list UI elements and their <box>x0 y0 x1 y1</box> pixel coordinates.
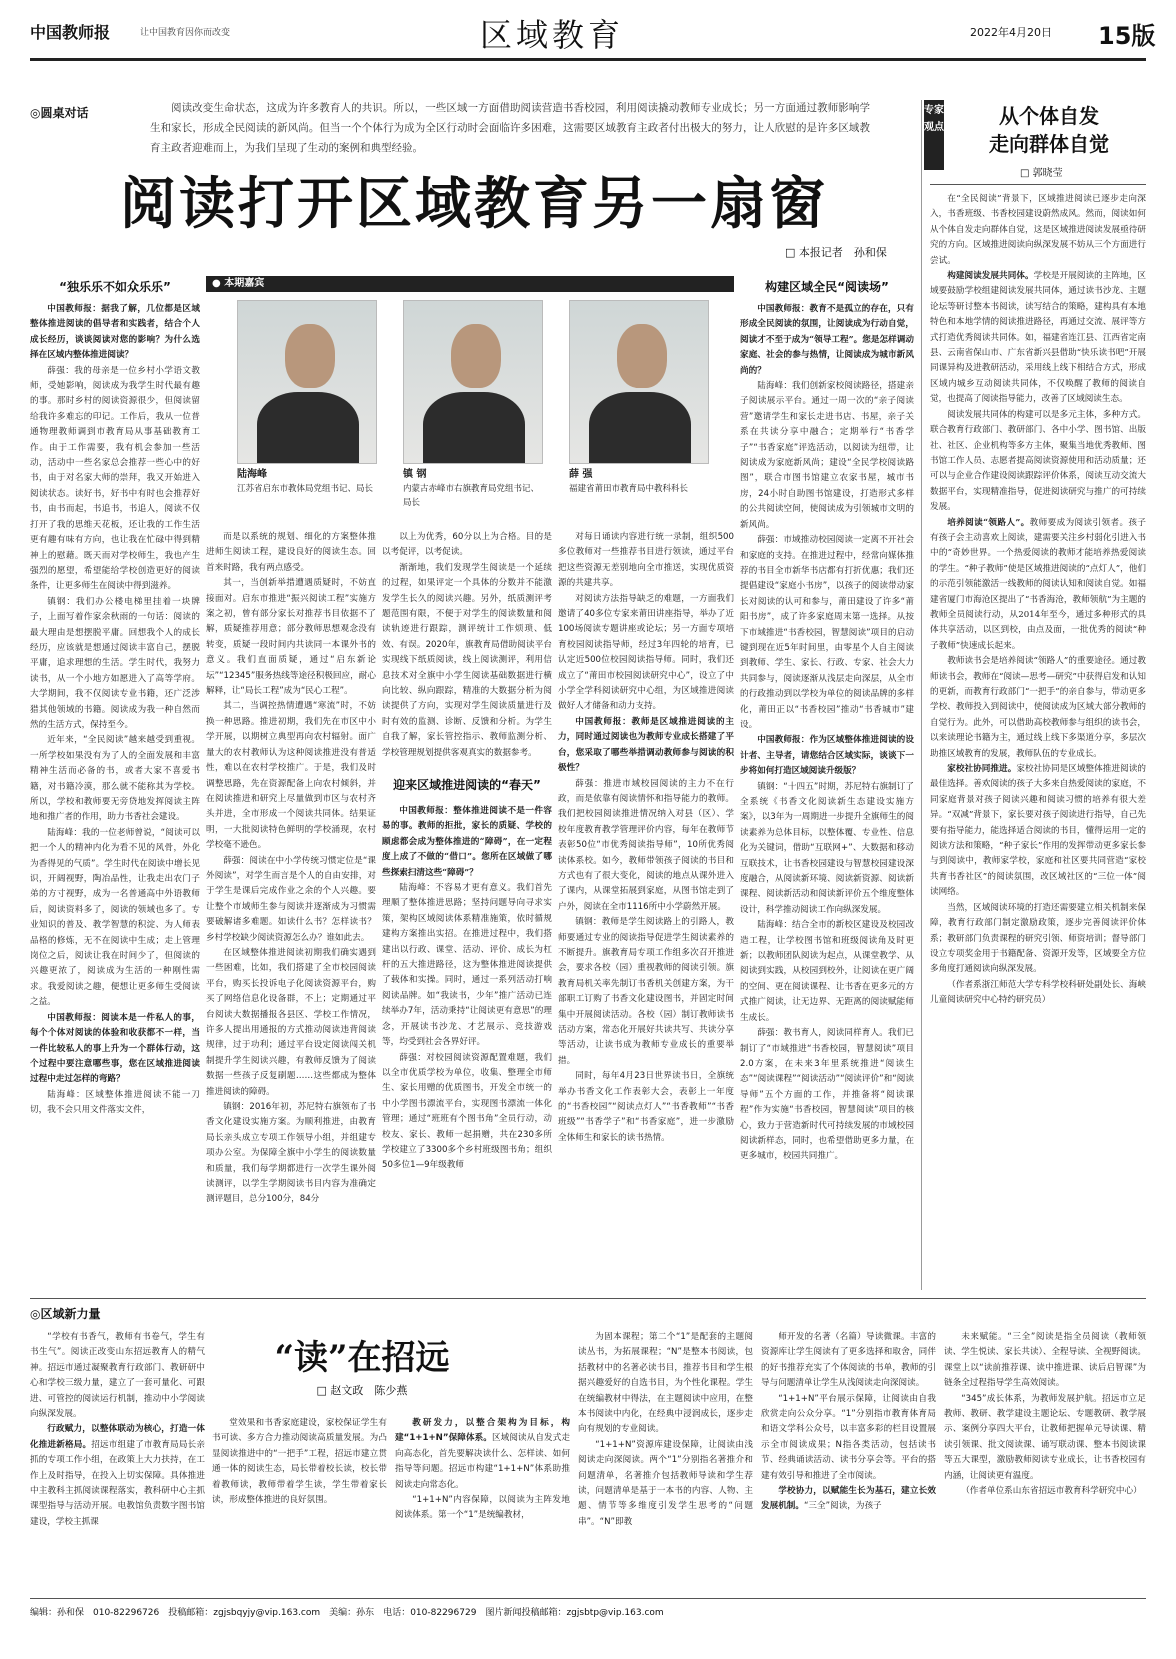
expert-rule <box>930 184 1146 185</box>
paragraph: 陆海峰：不容易才更有意义。我们首先理顺了整体推进思路；坚持问题导向寻求实策，架构区域阅读体系精准施策，依时循规建构方案推出实招。在推进过程中，我们搭建出以行政、课堂、活动、评价、成长为杠杆的五大推进路径，这为整体推进阅读提供了载体和实操。同时，通过一系列活动打响阅读品牌。如“我读书，少年”推广活动已连续举办7年，活动秉持“让阅读更有意思”的理念，开展读书沙龙、才艺展示、竞技游戏等，均受到社会各界好评。 <box>382 883 552 1048</box>
lead-sentence: 培养阅读“领路人”。 <box>947 517 1030 528</box>
lead-sentence: 行政赋力，以整体联动为核心，打造一体化推进新格局。 <box>30 1424 205 1450</box>
paper-name: 中国教师报 <box>30 23 111 42</box>
paragraph: 薛强：阅读在中小学传统习惯定位是“课外阅读”，对学生而言是个人的自由安排，对于学生是课后完成作业之余的个人兴趣。要让整个市域师生参与阅读并逐渐成为习惯需要破解诸多难题。如读什么书？怎样读书？乡村学校缺少阅读资源怎么办？谁如此去。 <box>206 855 376 943</box>
paragraph: 镇钢：我们办公楼电梯里挂着一块牌子，上面写着作家余秋雨的一句话：阅读的最大理由是想摆脱平庸。回想我个人的成长经历，应该就是想通过阅读丰富自己，摆脱平庸，追求理想的生活。学生时代，我努力读书，从一个小地方如愿进入了高等学府。大学期间，我不仅阅读专业书籍，还广泛涉猎其他领域的书籍。阅读成为我一种自然而然的生活方式，保持至今。 <box>30 596 200 730</box>
paragraph: 中国教师报：作为区域整体推进阅读的设计者、主导者，请您结合区域实际，谈谈下一步将如何打造区域阅读升级版？ <box>740 735 914 777</box>
guest-bar: ● 本期嘉宾 <box>206 276 734 292</box>
section-title: 区域教育 <box>480 16 625 54</box>
expert-byline: □ 郭晓莹 <box>1020 168 1063 179</box>
paragraph: 对阅读方法指导缺乏的难题，一方面我们邀请了40多位专家来莆田讲座指导，举办了近100场阅读专题讲座或论坛；另一方面专项培育校园阅读指导师，经过3年四轮的培育，已认定近500位校园阅读指导师。同时，我们还成立了“莆田市校园阅读研究中心”，设立了中小学全学科阅读研究中心组，为区域推进阅读做好人才储备和动力支持。 <box>558 593 734 712</box>
paragraph: 对每日诵读内容进行统一录制，组织500多位教师对一些推荐书目进行领读，通过平台把这些资源无差别地向全市推送，实现优质资源的共建共享。 <box>558 532 734 589</box>
lead-sentence: 构建阅读发展共同体。 <box>947 271 1034 282</box>
paragraph <box>930 516 1146 655</box>
paragraph <box>930 269 1146 408</box>
paragraph: 镇钢：教师是学生阅读路上的引路人，教师要通过专业的阅读指导促进学生阅读素养的不断提升。旗教育局专项工作组多次召开推进会，要求各校（园）重视教师的阅读引领。旗教育局机关率先制订书香机关创建方案，为干部职工订购了书香文化建设图书，并固定时间集中开展阅读活动。各校（园）制订教师读书活动方案，常态化开展好共读共写、共读分享等活动，让读书成为教师专业成长的重要举措。 <box>558 917 734 1066</box>
footer-email: 投稿邮箱：zgjsbqyjy@vip.163.com <box>168 1608 321 1618</box>
paragraph <box>30 1422 205 1530</box>
paragraph: 薛强：我的母亲是一位乡村小学语文教师，受她影响，阅读成为我学生时代最有趣的事。那时乡村的阅读资源很少，但阅读留给我许多难忘的印记。工作后，我从一位普通物理教师调到市教育局从事基础教育工作。由于工作需要，我有机会参加一些活动，活动中一些名家总会推荐一些心中的好书，由于对名家大师的崇拜，我又开始进入阅读状态。读好书，好书中有时也会推荐好书，由书而起，书追书，书追人，阅读不仅打开了我的思维天花板，还让我的工作生活更有趣有味有方向，也让我在忙碌中得到精神上的慰藉。既天而对学校师生，我也产生强烈的愿望，希望能给学校创造更好的阅读条件，让更多师生在阅读中得到滋养。 <box>30 365 200 592</box>
paragraph: “345”成长体系，为教师发展护航。招远市立足教师、教研、教学建设主题论坛、专题教研、教学展示、案例分享四大平台，让教师把握单元导读课、精读引领课、批文阅读课、诵写联动课、整本书阅读课等五大课型，激励教师阅读专业成长，让书香校园有内涵，让阅读更有温度。 <box>944 1393 1146 1481</box>
paragraph: 薛强：对校园阅读资源配置难题，我们以全市优质学校为单位，收集、整理全市师生、家长用赠的优质图书，开发全市统一的中小学图书漂流平台，实现图书漂流一体化管理；通过“班班有个图书角”全员行动，动校友、家长、教师一起捐赠，共在230多所学校建立了3300多个乡村班级图书角；组织50多位1—9年级教师 <box>382 1052 552 1171</box>
paragraph: 其一，当创新举措遭遇质疑时，不妨直接面对。启东市推进“振兴阅读工程”实施方案之初，曾有部分家长对推荐书目依据不了解，质疑推荐用意；部分教师思想观念没有转变，质疑一段时间内共读同一本课外书的意义。我们直面质疑，通过“启东新论坛”“12345”服务热线等途径积极回应，耐心解释，让“局长工程”成为“民心工程”。 <box>206 578 376 697</box>
article-column-3a <box>382 530 552 766</box>
footer-rule <box>30 1598 1146 1599</box>
subhead-3: 构建区域全民“阅读场” <box>765 280 889 294</box>
region-column-3 <box>395 1416 570 1590</box>
article-column-2 <box>206 530 376 1290</box>
subhead-1: “独乐乐不如众乐乐” <box>59 280 171 294</box>
region-column-5 <box>761 1330 936 1590</box>
masthead-rule <box>30 58 1146 61</box>
guest-caption-lu: 陆海峰 江苏省启东市教体局党组书记、局长 <box>237 469 374 494</box>
paragraph: 薛强：推进市域校园阅读的主力不在行政，而是依靠有阅读情怀和指导能力的教师。我们把校园阅读推进情况纳入对县（区）、学校年度教育教学管理评价内容，每年在教师节表彰50位“市优秀阅读指导师”，10所优秀阅读体系校。如今，教师带领孩子阅读的书目和方式也有了很大变化，阅读的地点从课外进入了课内，从课堂拓展到家庭，从图书馆走到了户外，阅读在全市1116所中小学蔚然开展。 <box>558 778 734 912</box>
article-column-4 <box>558 530 734 1290</box>
paragraph: 近年来，“全民阅读”越来越受到重视。一所学校如果没有为了人的全面发展和丰富精神生活而必备的书，或者大家不喜爱书籍，对书籍冷漠，那么就不能称其为学校。所以，学校和教师要无旁贷地发挥阅读主阵地和推广者的作用，助力书香社会建设。 <box>30 735 200 823</box>
paragraph: 薛强：市域推动校园阅读一定离不开社会和家庭的支持。在推进过程中，经常向媒体推荐的书目全市新华书店都有打折优惠；我们还提倡建设“家庭小书房”，以孩子的阅读带动家长对阅读的认可和参与，莆田建设了许多“莆阳书房”，成了许多家庭周末第一选择。从按下市域推进“书香校园，智慧阅读”项目的启动键到现在近5年时间里，由零星个人自主阅读到教师、学生、家长、行政、专家、社会大力共同参与，阅读逐渐从浅层走向深层，从全市的行政推动到以学校为单位的阅读品牌的多样化，莆田正以“书香校园”推动“书香城市”建设。 <box>740 535 914 730</box>
paragraph: 中国教师报：教育不是孤立的存在，只有形成全民阅读的氛围，让阅读成为行动自觉，阅读才不至于成为“领导工程”。您是怎样调动家庭、社会的参与热情，让阅读成为城市新风尚的？ <box>740 304 914 376</box>
paragraph: 其二，当调控热情遭遇“寒流”时，不妨换一种思路。推进初期，我们先在市区中小学开展，以期树立典型再向农村辐射。面广量大的农村教师认为这种阅读推进没有普适性，难以在农村学校推广。于是，我们及时调整思路，先在资源配备上向农村倾斜，并在阅读推进和研究上尽量做到市区与农村齐头并进，全市形成一个阅读共同体。结果证明，一大批阅读特色鲜明的学校涌现，农村学校毫不逊色。 <box>206 701 376 851</box>
region-byline: □ 赵文政 陈少燕 <box>316 1384 408 1397</box>
subhead-2: 迎来区域推进阅读的“春天” <box>393 778 541 792</box>
region-column-4 <box>578 1330 753 1590</box>
roundtable-label: ◎圆桌对话 <box>30 106 89 120</box>
region-label: ◎区域新力量 <box>30 1307 101 1321</box>
paragraph: 教师读书会是培养阅读“领路人”的重要途径。通过教师读书会，教师在“阅读—思考—研究”中获得启发和认知的更新，而教育行政部门“一把手”的亲自参与，带动更多学校、教师投入到阅读中，使阅读成为区域大部分教师的自觉行为。此外，可以借助高校教师参与组织的读书会，以来读理论书籍为主，通过线上线下多渠道分享，多层次助推区域教育的发展，教师队伍的专业成长。 <box>930 656 1146 759</box>
paragraph: 阅读发展共同体的构建可以是多元主体，多种方式。联合教育行政部门、教研部门、各中小学、图书馆、出版社、社区、企业机构等多方主体，聚集当地优秀教师、图书馆工作人员、志愿者提高阅读资源使用和活动质量；还可以与企业合作建设阅读跟踪评价体系，阅读互动交流大数据平台，实现精准指导，促进阅读研究与推广的可持续发展。 <box>930 409 1146 513</box>
paragraph: 中国教师报：教师是区域推进阅读的主力，同时通过阅读也为教师专业成长搭建了平台，您采取了哪些举措调动教师参与阅读的积极性？ <box>558 716 734 774</box>
page-number: 15版 <box>1098 22 1156 50</box>
paragraph: 在区域整体推进阅读初期我们确实遇到一些困难，比如，我们搭建了全市校园阅读平台，购买长投诉电子化阅读资源平台，购买了网络信息化设备群，不上；定期通过平台阅读大数据播报各县区、学校工作情况，许多人提出用通报的方式推动阅读违背阅读规律，过于功利；通过平台设定阅读闯关机制提升学生阅读兴趣，有教师反馈为了阅读数据一些孩子反复刷题……这些都成为整体推进阅读的障碍。 <box>206 947 376 1097</box>
paragraph: 以上为优秀，60分以上为合格。目的是以考促评，以考促读。 <box>382 532 552 558</box>
roundtable-intro: 阅读改变生命状态，这成为许多教育人的共识。所以，一些区域一方面借助阅读营造书香校园，利用阅读撬动教师专业成长；另一方面通过教师影响学生和家长，形成全民阅读的新风尚。但当一个个体行为成为全区行动时会面临许多困难，这需要区域教育主政者付出极大的努力，让人欣慰的是许多区域教育主政者迎难而上，为我们呈现了生动的案例和典型经验。 <box>150 102 870 154</box>
guest-caption-xue: 薛 强 福建省莆田市教育局中教科科长 <box>569 469 689 494</box>
paragraph: “1+1+N”内容保障，以阅读为主阵发地阅读体系。第一个“1”是统编教材， <box>395 1495 570 1521</box>
paragraph: 为固本课程；第二个“1”是配套的主题阅读丛书，为拓展课程；“N”是整本书阅读，包括教材中的名著必读书目，推荐书目和学生根据兴趣爱好的自选书目，为个性化课程。学生在统编教材中得法，在主题阅读中应用，在整本书阅读中内化，在经典中浸润成长，逐步走向有规划的专业阅读。 <box>578 1332 753 1435</box>
paragraph-body: 家校社协同是区域整体推进阅读的最佳选择。善欢阅读的孩子大多来自热爱阅读的家庭，不同家庭背景对孩子阅读兴趣和阅读习惯的培养有很大差异。“双减”背景下，家长要对孩子阅读进行指导，自己先要有指导能力，能选择适合阅读的书目，懂得运用一定的阅读方法和策略，“种子家长”作用的发挥带动更多家长参与到阅读中，教师家学校，家庭和社区要共同营造“家校共育书香社区”的阅读氛围，改区域社区的“三位一体”阅读网络。 <box>930 764 1146 898</box>
paragraph-body: 学校是开展阅读的主阵地，区域要鼓励学校组建阅读发展共同体，通过读书沙龙、主题论坛等研讨整本书阅读，读写结合的策略，建构具有本地特色和本地学情的阅读推进路径，再通过交流、展评等方式打造优秀阅读共同体。如，福建省连江县、江西省定南县、云南省保山市、广东省新兴县借助“快乐读书吧”开展同课异构及进教研活动，采用线上线下相结合方式，形成区域内城乡互动阅读共同体，不仅唤醒了教师的阅读自觉，也提高了阅读指导能力，改善了区域阅读生态。 <box>930 271 1146 405</box>
region-column-1 <box>30 1330 205 1590</box>
paragraph: 未来赋能。“三全”阅读是指全员阅读（教师领读、学生悦读、家长共读）、全程导读、全视野阅读。课堂上以“读前推荐课、读中推进课、读后启智课”为链条全过程指导学生高效阅读。 <box>944 1332 1146 1389</box>
paragraph: 陆海峰：我的一位老师曾说，“阅读可以把一个人的精神内化为看不见的风骨，外化为香得见的气质”。学生时代在阅读中增长见识，开阔视野，陶冶品性，让我走出农门子弟的方寸视野，成为一名普通高中外语教师后，阅读资料多了，阅读的领域也多了。专业知识的普及、教学智慧的积淀、为人师表品格的修炼，无不在阅读中生成；走上管理岗位之后，阅读让我在时间少了，但阅读的兴趣更浓了，阅读成为生活的一种刚性需求。我爱阅读之趣，便想让更多师生受阅读之益。 <box>30 827 200 1008</box>
lead-sentence: 学校协力，以赋能生长为基石，建立长效发展机制。 <box>761 1486 936 1512</box>
paragraph-body: 招远市组建了市教育局局长亲抓的专项工作小组，在政策上大力扶持，在工作上及时指导，在投入上切实保障。具体推进中主教科主抓阅读课程落实，教科研中心主抓课型指导与活动开展。电教馆负责数字图书馆建设，学校主抓课 <box>30 1439 205 1527</box>
section-rule <box>30 1298 1146 1299</box>
paragraph: （作者单位系山东省招远市教育科学研究中心） <box>961 1486 1142 1497</box>
paragraph: 师开发的名著（名篇）导读微课。丰富的资源库让学生阅读有了更多选择和取舍，同伴的好书推荐充实了个体阅读的书单，教师的引导与问题清单让学生从浅阅读走向深阅读。 <box>761 1332 936 1389</box>
paragraph: “学校有书香气，教师有书卷气，学生有书生气”。阅读正改变山东招远教育人的精气神。招远市通过凝聚教育行政部门、教研研中心和学校三级力量，建立了一套可量化、可跟进、可管控的阅读运行机制，推动中小学阅读向纵深发展。 <box>30 1332 205 1420</box>
paragraph-body: 教师要成为阅读引领者。孩子有孩子会主动喜欢上阅读，建需要关注乡村弱化引进入书中的“奇妙世界。一个热爱阅读的教师才能培养热爱阅读的学生。“种子教师”使是区域推进阅读的“点灯人”，他们的示范引领能激活一线教师的阅读认知和阅读自觉。如福建省厦门市海沧区提出了“书香海沧，教师领航”为主题的教师全员阅读行动，从2014年至今，通过多种形式的具体共享活动，以区到校，由点及面，一批优秀的阅读“种子教师”快速成长起来。 <box>930 517 1146 651</box>
expert-article <box>930 192 1146 1290</box>
expert-label: 专家观点 <box>924 100 944 170</box>
paragraph: 中国教师报：据我了解，几位都是区域整体推进阅读的倡导者和实践者，结合个人成长经历，谈谈阅读对您的影响？为什么选择在区域内整体推进阅读？ <box>30 304 200 361</box>
article-column-5 <box>740 302 914 1290</box>
article-column-1 <box>30 302 200 1290</box>
paragraph <box>395 1416 570 1493</box>
footer-phone: 电话：010-82296729 <box>383 1608 477 1618</box>
region-column-6 <box>944 1330 1146 1590</box>
footer-pic-email: 图片新闻投稿邮箱：zgjsbtp@vip.163.com <box>485 1608 664 1618</box>
issue-date: 2022年4月20日 <box>970 26 1052 39</box>
paragraph-body: 区域阅读从自发式走向高态化，首先要解决读什么、怎样读、如何指导等问题。招远市构建“1+1+N”体系助推阅读走向常态化。 <box>395 1433 570 1490</box>
paragraph: 中国教师报：阅读本是一件私人的事，每个个体对阅读的体验和收获都不一样，当一件比较私人的事上升为一个群体行动，这个过程中要注意哪些事，您在区域推进阅读过程中走过怎样的弯路？ <box>30 1012 200 1085</box>
region-column-2 <box>212 1416 387 1590</box>
paragraph: 堂效果和书香家庭建设，家校保证学生有书可读、多方合力推动阅读高质量发展。为凸显阅读推进中的“一把手”工程，招远市建立贯通一体的阅读生态，局长带着校长读，校长带着教师读，教师带着学生读，学生带着家长读，形成整体推进的良好氛围。 <box>212 1418 387 1506</box>
paragraph: 中国教师报：整体推进阅读不是一件容易的事。教师的拒批，家长的质疑、学校的顾虑都会成为整体推进的“障碍”，在一定程度上成了不做的“借口”。您所在区域做了哪些探索扫清这些“障碍”？ <box>382 806 552 878</box>
paragraph <box>930 762 1146 901</box>
guest-photo-lu <box>237 300 377 464</box>
main-headline: 阅读打开区域教育另一扇窗 <box>120 172 828 237</box>
paragraph: “1+1+N”资源库建设保障，让阅读由浅阅读走向深阅读。两个“1”分别指名著推介和问题清单，名著推介包括教师导读和学生荐读，问题清单是基于一本书的内容、人物、主题、情节等多维度引发学生思考的“问题串”。“N”即教 <box>578 1439 753 1527</box>
paragraph: 在“全民阅读”背景下，区域推进阅读已逐步走向深入，书香班级、书香校园建设蔚然成风。然而，阅读如何从个体自发走向群体自觉，这是区域推进阅读发展亟待研究的方向。区域推进阅读向纵深发展不妨从三个方面进行尝试。 <box>930 194 1146 266</box>
paragraph: 当然，区域阅读环境的打造还需要建立相关机制来保障，教育行政部门制定激励政策，逐步完善阅读评价体系；教研部门负责课程的研究引领、师资培训；督导部门设立专项奖金用于书籍配备、资源开发等，区域要全方位多角度打通阅读向纵深发展。 <box>930 902 1146 975</box>
paragraph: 渐渐地，我们发现学生阅读是一个延续的过程，如果评定一个具体的分数并不能激发学生长久的阅读兴趣。另外，纸质测评考题范围有限，不便于对学生的阅读数量和阅读轨迹进行跟踪，测评统计工作烦琐、低效、有误。2020年，旗教育局借助阅读平台实现线下纸质阅读，线上阅读测评，利用信息技术对全旗中小学生阅读基础数据进行横向比较、纵向跟踪，精准的大数据分析为阅读提供了方向，实现对学生阅读质量进行及时有效的监测、诊断、反馈和分析。为学生自我了解，家长管控指示、教师监测分析、学校管理规划提供客观真实的数据参考。 <box>382 562 552 758</box>
paragraph: “1+1+N”平台展示保障，让阅读由自我欣赏走向公众分享。“1”分别指市教育体育局和语文学科公众号，以丰富多彩的栏目设置展示全市阅读成果；N指各类活动，包括读书节、经典诵读活动、读书分享会等。平台的搭建有效引导和推进了全市阅读。 <box>761 1393 936 1481</box>
paragraph: 薛强：教书育人，阅读同样育人。我们已制订了“市域推进“书香校园，智慧阅读”项目2.0方案，在未来3年里系统推进“阅读生态”“阅读课程”“阅读活动”“阅读评价”和“阅读导师”五个方面的工作，并推备将“阅读课程”作为实施“书香校园，智慧阅读”项目的核心，致力于营造新时代可持续发展的市域校园阅读新样态，同时，也希望借助更多力量，在更多城市，校园共同推广。 <box>740 1028 914 1162</box>
circle-icon: ◎ <box>30 106 41 120</box>
paragraph: （作者系浙江师范大学专科学校科研处副处长、海峡儿童阅读研究中心特约研究员） <box>930 979 1146 1006</box>
byline: □ 本报记者 孙和保 <box>785 246 887 259</box>
paragraph: 而是以系统的规划、细化的方案整体推进师生阅读工程，建设良好的阅读生态。回首来时路，我有两点感受。 <box>206 532 376 573</box>
paragraph: 陆海峰：区域整体推进阅读不能一刀切，我不会只用文件落实文件， <box>30 1089 200 1116</box>
guest-caption-zhen: 镇 钢 内蒙古赤峰市右旗教育局党组书记、局长 <box>403 469 540 508</box>
paragraph: 陆海峰：结合全市的新校区建设及校园改造工程，让学校图书馆和班级阅读角及时更新；以教师团队阅读为起点，从课堂教学、从阅读到实践，从校园到校外，让阅读在更广阔的空间、更在阅读课程、让书香在更多元的方式推广阅读，让无边界、无距离的阅读赋能师生成长。 <box>740 920 914 1023</box>
paragraph-body: “三全”阅读，为孩子 <box>803 1501 882 1512</box>
lead-sentence: 家校社协同推进。 <box>947 764 1017 775</box>
footer <box>30 1605 664 1618</box>
guest-photo-zhen <box>403 300 543 464</box>
expert-headline: 从个体自发 走向群体自觉 <box>989 104 1109 156</box>
paragraph: 陆海峰：我们创新家校阅读路径，搭建亲子阅读展示平台。通过一周一次的“亲子阅读营”邀请学生和家长走进书店、书屋，亲子关系在共读分享中融合；定期举行“书香学子”“书香家庭”评选活动，以阅读为纽带，让阅读成为家庭新风尚；建设“全民学校阅读路图”，联合市图书馆建立农家书屋，城市书房，24小时自助图书馆建设，打造形式多样的公共阅读空间，使阅读成为引领城市文明的新风尚。 <box>740 381 914 530</box>
guest-photo-xue <box>569 300 709 464</box>
paragraph: 同时，每年4月23日世界读书日，全旗统举办书香文化工作表彰大会，表彰上一年度的“书香校园”“阅读点灯人”“书香教师”“书香班级”“书香学子”和“书香家庭”，进一步激励全体师生和家长的读书热情。 <box>558 1071 734 1143</box>
lead-sentence: 教研发力，以整合架构为目标，构建“1+1+N”保障体系。 <box>395 1418 570 1444</box>
paragraph: 镇钢：“十四五”时期，苏尼特右旗制订了全系统《书香文化阅读新生态建设实施方案》，以3年为一周期进一步提升全旗师生的阅读素养为总体目标，以整体覆、专业性、信息化为关键词，借助“互联网+”、大数据和移动互联技术，让书香校园建设与智慧校园建设深度融合，从阅读新环境、阅读新资源、阅读新课程、阅读新活动和阅读新评价五个维度整体设计，科学推动阅读工作向纵深发展。 <box>740 781 914 915</box>
footer-designer: 美编：孙东 <box>329 1608 375 1618</box>
footer-editor: 编辑：孙和保 010-82296726 <box>30 1608 160 1618</box>
circle-icon: ◎ <box>30 1307 41 1321</box>
article-column-3b <box>382 804 552 1290</box>
paragraph <box>761 1484 936 1515</box>
paragraph: 镇钢：2016年初，苏尼特右旗领布了书香文化建设实施方案。为顺利推进，由教育局长亲头成立专项工作领导小组，并组建专项办公室。为保障全旗中小学生的阅读数量和质量，我们每学期都进行一次学生课外阅读测评，以学生学期阅读书目内容为准确定测评题目，总分100分，84分 <box>206 1102 376 1205</box>
column-divider <box>921 100 922 1290</box>
paper-slogan: 让中国教育因你而改变 <box>140 28 231 38</box>
region-headline: “读”在招远 <box>274 1338 450 1378</box>
